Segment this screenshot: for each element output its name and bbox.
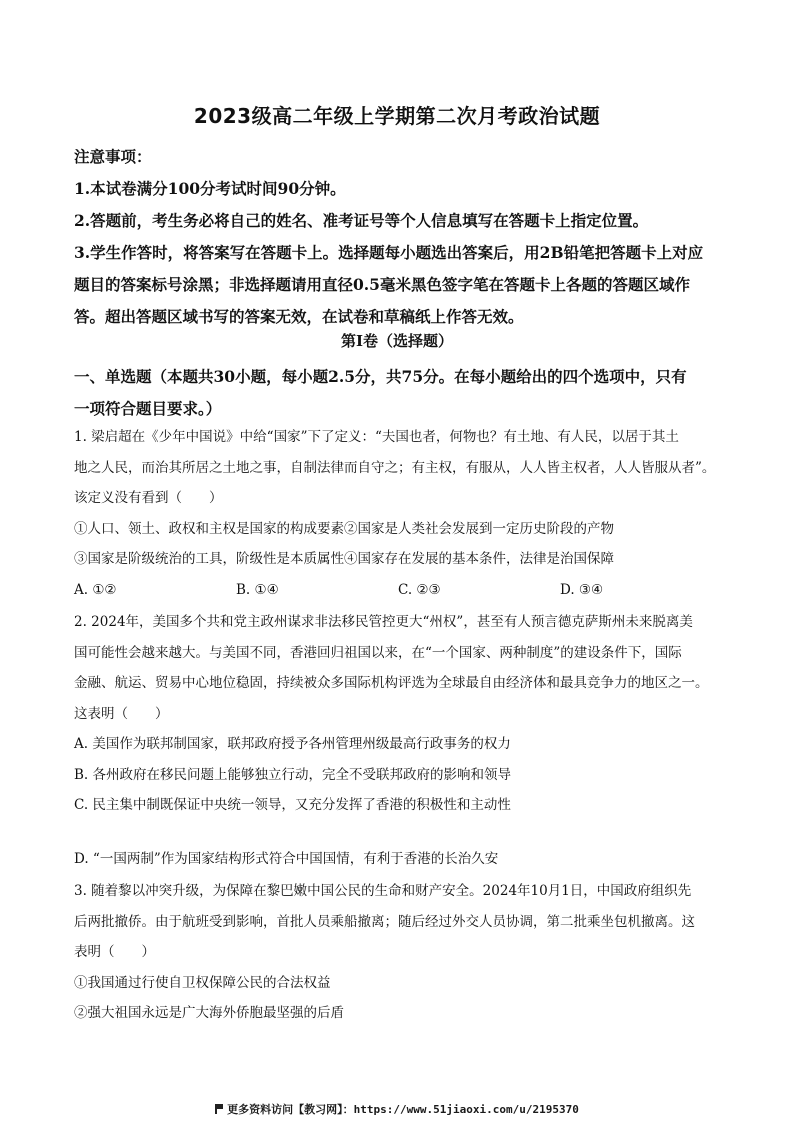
question-text: 3. 随着黎以冲突升级，为保障在黎巴嫩中国公民的生命和财产安全。2024年10月1日，中国政府组织先 (74, 883, 692, 899)
notice-item: 1.本试卷满分100分考试时间90分钟。 (74, 179, 346, 198)
question-text: 该定义没有看到（ ） (74, 490, 223, 506)
question-text: 1. 梁启超在《少年中国说》中给“国家”下了定义：“夫国也者，何物也？有土地、有人民，以居于其土 (74, 429, 679, 445)
notice-item: 题目的答案标号涂黑；非选择题请用直径0.5毫米黑色签字笔在答题卡上各题的答题区域作 (74, 275, 690, 294)
question-3 (74, 876, 734, 1029)
question-statement: ①人口、领土、政权和主权是国家的构成要素②国家是人类社会发展到一定历史阶段的产物 (74, 520, 614, 537)
question-2-option-d (74, 844, 734, 875)
part-heading-line: 一项符合题目要求。） (74, 399, 222, 418)
question-text: 表明（ ） (74, 944, 155, 960)
question-text: 这表明（ ） (74, 705, 169, 722)
question-text: 国可能性会越来越大。与美国不同，香港回归祖国以来，在“一个国家、两种制度”的建设条件下，国际 (74, 644, 682, 661)
question-text: 后两批撤侨。由于航班受到影响，首批人员乘船撤离；随后经过外交人员协调，第二批乘坐包机撤离。这 (74, 913, 695, 930)
notice-item: 答。超出答题区域书写的答案无效，在试卷和草稿纸上作答无效。 (74, 307, 524, 326)
option-a: A. 美国作为联邦制国家，联邦政府授予各州管理州级最高行政事务的权力 (74, 736, 511, 752)
option-d: D. ③④ (560, 581, 604, 598)
page-title: 2023级高二年级上学期第二次月考政治试题 (193, 104, 601, 128)
option-d: D. “一国两制”作为国家结构形式符合中国国情，有利于香港的长治久安 (74, 851, 499, 867)
question-statement: ②强大祖国永远是广大海外侨胞最坚强的后盾 (74, 1005, 344, 1021)
question-text: 地之人民，而治其所居之土地之事，自制法律而自守之；有主权，有服从，人人皆主权者，人人皆服从者”。 (74, 459, 716, 476)
flag-icon (215, 1104, 223, 1114)
option-b: B. ①④ (236, 581, 279, 598)
footer-link[interactable]: 更多资料访问【教习网】：https://www.51jiaoxi.com/u/2195370 (227, 1103, 579, 1116)
question-statement: ①我国通过行使自卫权保障公民的合法权益 (74, 974, 331, 991)
section-title: 第Ⅰ卷（选择题） (340, 332, 454, 350)
notice-heading: 注意事项： (74, 147, 152, 166)
question-text: 金融、航运、贸易中心地位稳固，持续被众多国际机构评选为全球最自由经济体和最具竞争力的地区之一。 (74, 675, 709, 691)
question-text: 2. 2024年，美国多个共和党主政州谋求非法移民管控更大“州权”，甚至有人预言德克萨斯州未来脱离美 (74, 614, 693, 630)
option-c: C. 民主集中制既保证中央统一领导，又充分发挥了香港的积极性和主动性 (74, 797, 511, 813)
question-2 (74, 607, 734, 821)
question-statement: ③国家是阶级统治的工具，阶级性是本质属性④国家存在发展的基本条件，法律是治国保障 (74, 551, 614, 567)
part-heading (74, 361, 724, 425)
footer (0, 1101, 794, 1117)
option-a: A. ①② (74, 581, 117, 598)
notice-block (74, 141, 724, 333)
notice-item: 2.答题前，考生务必将自己的姓名、准考证号等个人信息填写在答题卡上指定位置。 (74, 211, 649, 230)
answer-options (74, 575, 734, 606)
question-1 (74, 422, 734, 605)
option-c: C. ②③ (398, 581, 441, 598)
notice-item: 3.学生作答时，将答案写在答题卡上。选择题每小题选出答案后，用2B铅笔把答题卡上对应 (74, 243, 704, 262)
option-b: B. 各州政府在移民问题上能够独立行动，完全不受联邦政府的影响和领导 (74, 766, 512, 783)
part-heading-line: 一、单选题（本题共30小题，每小题2.5分，共75分。在每小题给出的四个选项中，只有 (74, 367, 687, 386)
